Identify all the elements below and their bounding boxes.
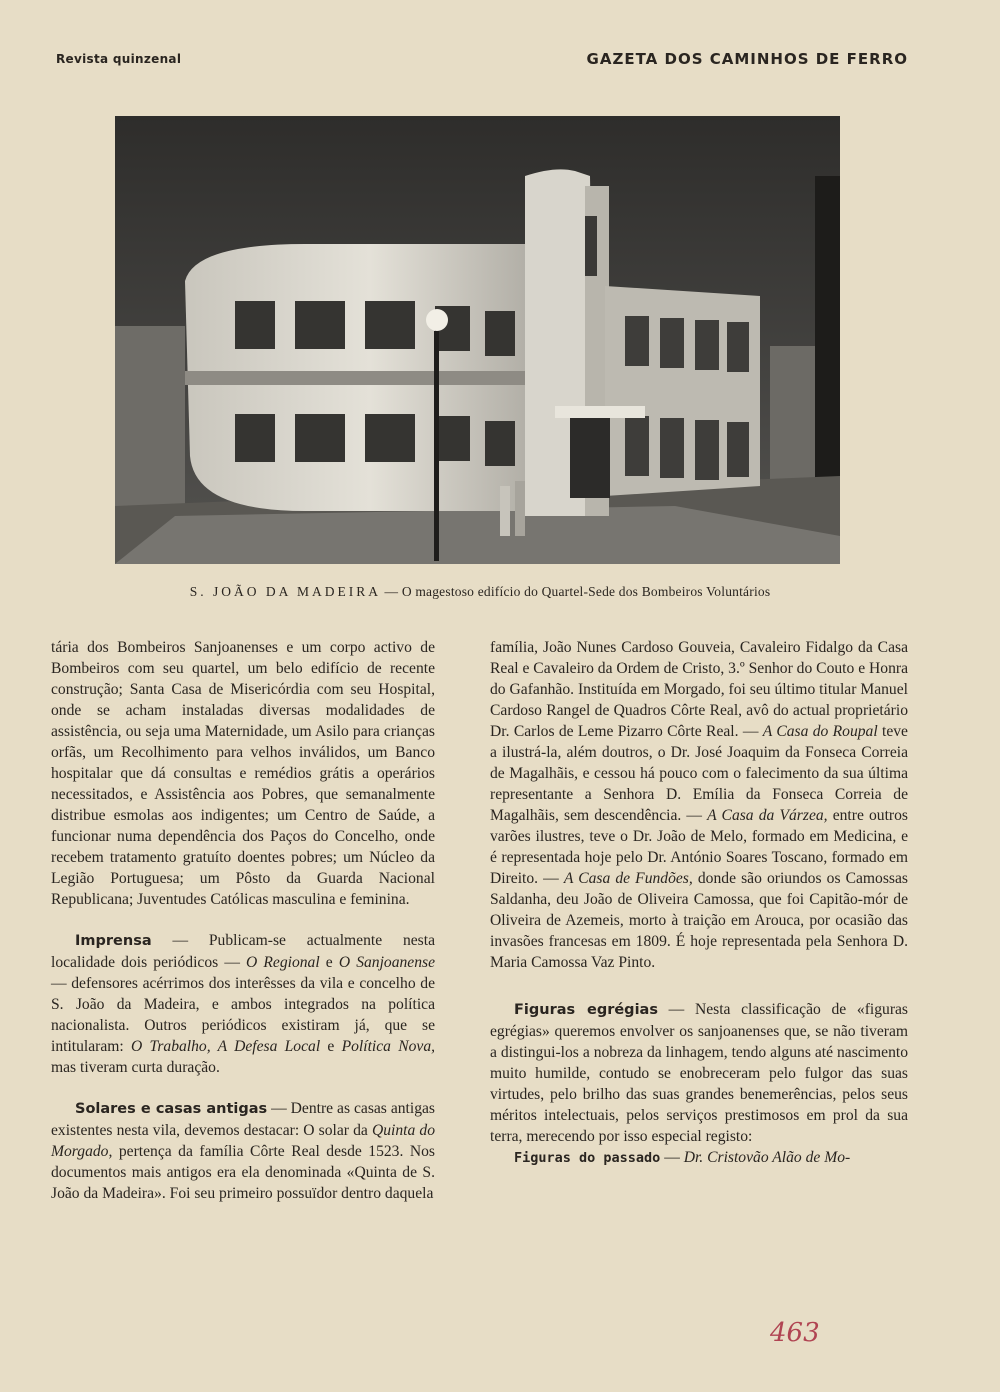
paragraph-figuras bbox=[490, 999, 908, 1147]
text: pertença da família Côrte Real desde 1523. Nos documentos mais antigos era ela denominada «Quinta de S. João da Madeira». Foi seu primeiro possuïdor dentro daquela bbox=[51, 1143, 435, 1202]
paragraph-solares bbox=[51, 1098, 435, 1204]
paragraph: tária dos Bombeiros Sanjoanenses e um corpo activo de Bombeiros com seu quartel, um belo edifício de recente construção; Santa Casa de Misericórdia com seu Hospital, onde se acham instaladas diversas modalidades de assistência, ou seja uma Maternidade, um Asilo para crianças orfãs, um Recolhimento para velhos inválidos, um Banco hospitalar que dá consultas e remédios grátis a operários necessitados, e Assistência aos Pobres, que semanalmente distribue esmolas aos indigentes; um Centro de Saúde, a funcionar numa dependência dos Paços do Concelho, onde recebem tratamento gratuíto doentes pobres; um Núcleo da Legião Portuguesa; um Pôsto da Guarda Nacional Republicana; Juventudes Católicas masculina e feminina. bbox=[51, 639, 435, 908]
paragraph-imprensa bbox=[51, 930, 435, 1078]
text: donde são oriundos os Camossas Saldanha, deu João de Oliveira Camossa, que foi Capitão-mór de Oliveira de Azemeis, morto à traição em Arouca, por ocasião das invasões francesas em 1809. É hoje representada pela Senhora D. Maria Camossa Vaz Pinto. bbox=[490, 870, 908, 971]
left-column bbox=[51, 637, 435, 1204]
periodical-title: O Sanjoanense bbox=[338, 954, 436, 971]
periodical-title: O Trabalho, A Defesa Local bbox=[131, 1038, 321, 1055]
section-lead: Imprensa bbox=[75, 933, 152, 949]
section-lead: Solares e casas antigas bbox=[75, 1101, 268, 1117]
caption-text: — O magestoso edifício do Quartel-Sede dos Bombeiros Voluntários bbox=[380, 584, 771, 599]
page-number: 463 bbox=[770, 1318, 820, 1348]
text: — Nesta classificação de «figuras egrégias» queremos envolver os sanjoanenses que, se não tiveram a distingui-los a nobreza da linhagem, tendo alguns até nascimento muito humilde, contudo se enobreceram pelo fulgor das suas virtudes, pelo brilho das suas grandes benemerências, pelos seus méritos intelectuais, pelos serviços prestimosos em prol da sua terra, merecendo por isso especial registo: bbox=[490, 1001, 908, 1145]
place-name: Quinta do Morgado, bbox=[51, 1122, 435, 1160]
text: mas tiveram curta duração. bbox=[51, 1059, 220, 1076]
periodical-title: Política Nova, bbox=[341, 1038, 436, 1055]
text: — defensores acérrimos dos interêsses da vila e concelho de S. João da Madeira, e ambos integrados na política nacionalista. Outros periódicos existiram já, que se intitularam: bbox=[51, 975, 435, 1055]
house-name: A Casa de Fundões, bbox=[563, 870, 693, 887]
text: família, João Nunes Cardoso Gouveia, Cavaleiro Fidalgo da Casa Real e Cavaleiro da Ordem de Cristo, 3.º Senhor do Couto e Honra do Gafanhão. Instituída em Morgado, foi seu último titular Manuel Cardoso Rangel de Quadros Côrte Real, avô do actual proprietário Dr. Carlos de Leme Pizarro Côrte Real. — bbox=[490, 639, 908, 740]
paragraph-casas bbox=[490, 637, 908, 973]
text: e bbox=[320, 1038, 342, 1055]
house-name: A Casa da Várzea, bbox=[707, 807, 828, 824]
text: teve a ilustrá-la, além doutros, o Dr. José Joaquim da Fonseca Correia de Magalhãis, e cessou há pouco com o falecimento da sua última representante a Senhora D. Emília da Fonseca Correia de Magalhãis, sem descendência. — bbox=[490, 723, 908, 824]
building-photo-icon bbox=[115, 116, 840, 564]
caption-place: S. JOÃO DA MADEIRA bbox=[189, 584, 381, 599]
text: entre outros varões ilustres, teve o Dr. João de Melo, formado em Medicina, e é representada hoje pelo Dr. António Soares Toscano, formado em Direito. — bbox=[490, 807, 908, 887]
person-name: Dr. Cristovão Alão de Mo- bbox=[683, 1149, 851, 1166]
text: — Publicam-se actualmente nesta localidade dois periódicos — bbox=[51, 932, 435, 971]
house-name: A Casa do Roupal bbox=[762, 723, 878, 740]
header-left: Revista quinzenal bbox=[56, 52, 182, 66]
text: — bbox=[660, 1149, 684, 1166]
periodical-title: O Regional bbox=[246, 954, 320, 971]
text: — Dentre as casas antigas existentes nesta vila, devemos destacar: O solar da bbox=[51, 1100, 436, 1139]
header-right: GAZETA DOS CAMINHOS DE FERRO bbox=[586, 50, 908, 68]
section-lead: Figuras do passado bbox=[514, 1150, 661, 1166]
text: e bbox=[319, 954, 339, 971]
paragraph-figuras-passado bbox=[490, 1147, 908, 1169]
section-lead: Figuras egrégias bbox=[514, 1002, 658, 1018]
photo-caption bbox=[100, 584, 860, 600]
right-column bbox=[490, 637, 908, 1169]
